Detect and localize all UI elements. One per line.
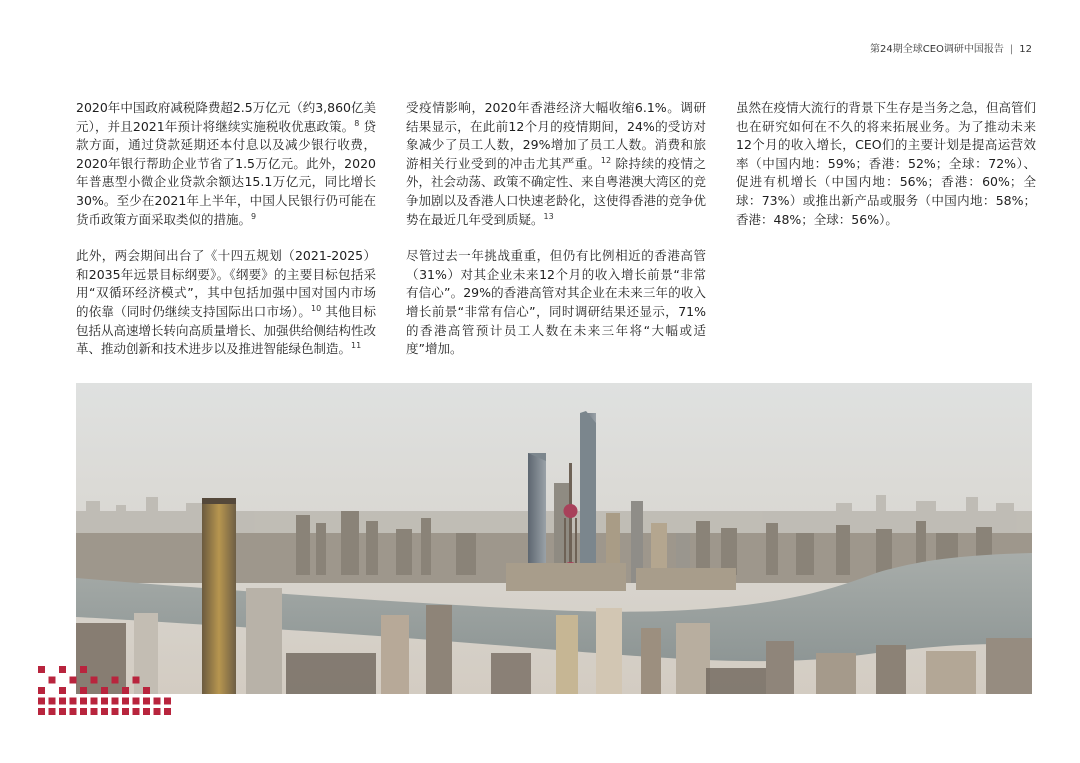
decorative-dot (38, 698, 45, 705)
decorative-dot-pattern (38, 662, 178, 722)
paragraph-text: 其他目标包括从高速增长转向高质量增长、加强供给侧结构性改革、推动创新和技术进步以及推进智能绿色制造。 (76, 303, 377, 357)
report-title: 第24期全球CEO调研中国报告 (869, 44, 1004, 55)
paragraph (736, 99, 1036, 229)
footnote-ref[interactable]: 12 (600, 155, 612, 165)
decorative-dot (80, 687, 87, 694)
shanghai-skyline-photo (76, 383, 1032, 694)
decorative-dot (101, 687, 108, 694)
paragraph-text: 2020年中国政府减税降费超2.5万亿元（约3,860亿美元），并且2021年预计将继续实施税收优惠政策。 (76, 100, 376, 134)
paragraph-text: 除持续的疫情之外，社会动荡、政策不确定性、来自粤港澳大湾区的竞争加剧以及香港人口快速老龄化，这使得香港的竞争优势在最近几年受到质疑。 (406, 155, 707, 227)
decorative-dot (164, 708, 171, 715)
decorative-dot (91, 698, 98, 705)
decorative-dot (70, 677, 77, 684)
header-separator: | (1009, 44, 1014, 55)
decorative-dot (112, 677, 119, 684)
paragraph-text: 虽然在疫情大流行的背景下生存是当务之急，但高管们也在研究如何在不久的将来拓展业务。为了推动未来12个月的收入增长，CEO们的主要计划是提高运营效率（中国内地：59%；香港：52%；全球：72%）、促进有机增长（中国内地：56%；香港：60%；全球：73%）或推出新产品或服务（中国内地：58%；香港：48%；全球：56%）。 (736, 100, 1037, 227)
decorative-dot (122, 698, 129, 705)
decorative-dot (133, 677, 140, 684)
paragraph (76, 247, 376, 359)
decorative-dot (112, 708, 119, 715)
paragraph (406, 247, 706, 359)
footnote-ref[interactable]: 13 (543, 211, 554, 221)
decorative-dot (164, 698, 171, 705)
decorative-dot (91, 708, 98, 715)
decorative-dot (70, 708, 77, 715)
text-column-1 (76, 99, 376, 377)
decorative-dot (80, 698, 87, 705)
decorative-dot (38, 666, 45, 673)
decorative-dot (59, 698, 66, 705)
decorative-dot (38, 708, 45, 715)
text-column-2 (406, 99, 706, 377)
decorative-dot (143, 698, 150, 705)
paragraph-text: 尽管过去一年挑战重重，但仍有比例相近的香港高管（31%）对其企业未来12个月的收入增长前景“非常有信心”。29%的香港高管对其企业在未来三年的收入增长前景“非常有信心”，同时调研结果还显示，71%的香港高管预计员工人数在未来三年将“大幅或适度”增加。 (406, 248, 706, 357)
footnote-ref[interactable]: 10 (311, 303, 322, 313)
paragraph (76, 99, 376, 229)
decorative-dot (122, 708, 129, 715)
decorative-dot (70, 698, 77, 705)
page-number: 12 (1019, 44, 1032, 55)
decorative-dot (49, 708, 56, 715)
footnote-ref[interactable]: 8 (354, 118, 360, 128)
decorative-dot (80, 666, 87, 673)
decorative-dot (59, 687, 66, 694)
decorative-dot (91, 677, 98, 684)
paragraph-text: 此外，两会期间出台了《十四五规划（2021-2025）和2035年远景目标纲要》。《纲要》的主要目标包括采用“双循环经济模式”，其中包括加强中国对国内市场的依靠（同时仍继续支持国际出口市场）。 (76, 248, 376, 319)
footnote-ref[interactable]: 11 (351, 340, 362, 350)
decorative-dot (133, 698, 140, 705)
decorative-dot (143, 708, 150, 715)
running-header (870, 40, 1032, 55)
decorative-dot (101, 698, 108, 705)
text-column-3 (736, 99, 1036, 247)
decorative-dot (143, 687, 150, 694)
decorative-dot (59, 708, 66, 715)
decorative-dot (80, 708, 87, 715)
decorative-dot (154, 698, 161, 705)
decorative-dot (49, 677, 56, 684)
paragraph-text: 受疫情影响，2020年香港经济大幅收缩6.1%。调研结果显示，在此前12个月的疫情期间，24%的受访对象减少了员工人数，29%增加了员工人数。消费和旅游相关行业受到的冲击尤其严重。 (406, 100, 706, 171)
decorative-dot (133, 708, 140, 715)
decorative-dot (101, 708, 108, 715)
decorative-dot (154, 708, 161, 715)
paragraph-text: 贷款方面，通过贷款延期还本付息以及减少银行收费，2020年银行帮助企业节省了1.5万亿元。此外，2020年普惠型小微企业贷款余额达15.1万亿元，同比增长30%。至少在2021年上半年，中国人民银行仍可能在货币政策方面采取类似的措施。 (76, 118, 376, 227)
footnote-ref[interactable]: 9 (251, 211, 257, 221)
paragraph (406, 99, 706, 229)
decorative-dot (38, 687, 45, 694)
decorative-dot (112, 698, 119, 705)
decorative-dot (122, 687, 129, 694)
decorative-dot (59, 666, 66, 673)
decorative-dot (49, 698, 56, 705)
